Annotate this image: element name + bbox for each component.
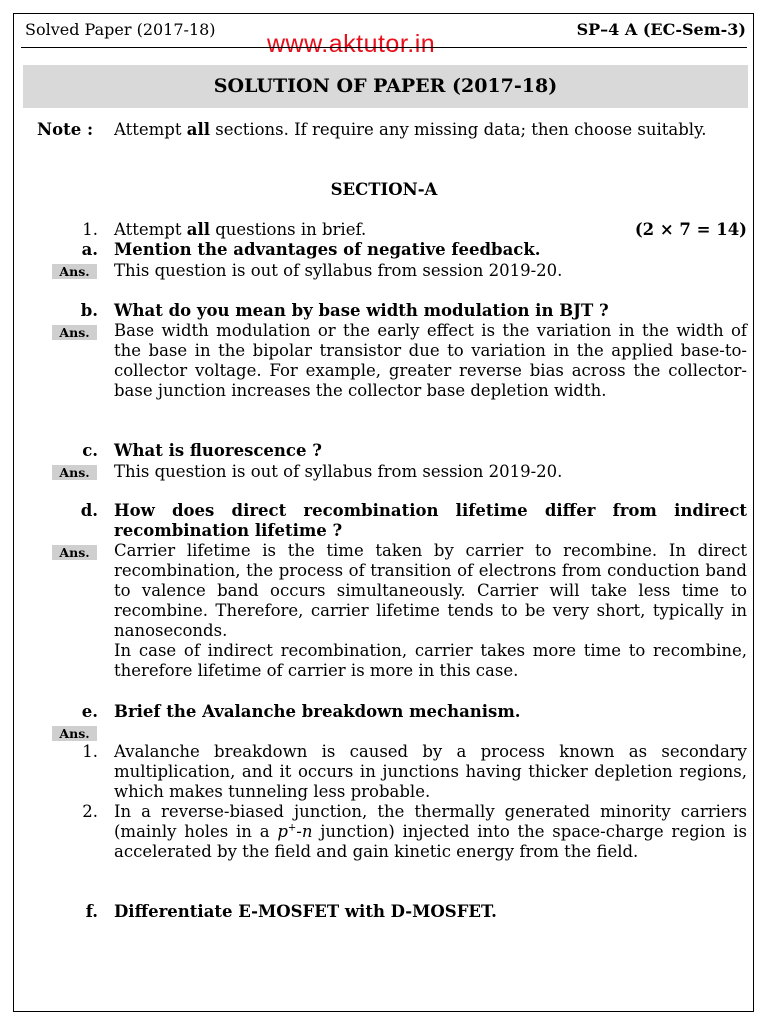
question-b: What do you mean by base width modulation in BJT ? <box>114 301 609 320</box>
header-divider <box>21 47 747 48</box>
page-title: SOLUTION OF PAPER (2017-18) <box>23 65 748 108</box>
ans-label-a: Ans. <box>52 264 97 279</box>
answer-d-paragraph-1: Carrier lifetime is the time taken by carrier to recombine. In direct recombination, the process of transition of electrons from conduction band to valence band occurs simultaneously. Carrier will take less time to recombine. Therefore, carrier lifetime tends to be very short, typically in nanoseconds. <box>114 541 747 640</box>
ans-label-e: Ans. <box>52 726 97 741</box>
item-letter-f: f. <box>85 902 98 921</box>
section-heading: SECTION-A <box>330 180 438 199</box>
point-number-1: 1. <box>82 742 98 761</box>
header-left-text: Solved Paper (2017-18) <box>25 20 216 39</box>
item-letter-e: e. <box>81 702 98 721</box>
point-number-2: 2. <box>82 802 98 821</box>
question-c: What is fluorescence ? <box>114 441 322 460</box>
answer-c: This question is out of syllabus from session 2019-20. <box>114 462 563 481</box>
ans-label-b: Ans. <box>52 325 97 340</box>
answer-d-paragraph-2: In case of indirect recombination, carrier takes more time to recombine, therefore lifetime of carrier is more in this case. <box>114 641 747 680</box>
item-letter-a: a. <box>81 240 98 259</box>
answer-b: Base width modulation or the early effect is the variation in the width of the base in the bipolar transistor due to variation in the applied base-to-collector voltage. For example, greater reverse bias across the collector-base junction increases the collector base depletion width. <box>114 321 747 400</box>
answer-e-point-1: Avalanche breakdown is caused by a process known as secondary multiplication, and it occurs in junctions having thicker depletion regions, which makes tunneling less probable. <box>114 742 747 801</box>
question-instruction: Attempt all questions in brief. <box>114 220 367 239</box>
question-e: Brief the Avalanche breakdown mechanism. <box>114 702 521 721</box>
ans-label-d: Ans. <box>52 545 97 560</box>
answer-e-point-2: In a reverse-biased junction, the thermally generated minority carriers (mainly holes in a p+-n junction) injected into the space-charge region is accelerated by the field and gain kinetic energy from the field. <box>114 802 748 861</box>
question-d: How does direct recombination lifetime differ from indirect recombination lifetime ? <box>114 501 747 540</box>
question-a: Mention the advantages of negative feedback. <box>114 240 541 259</box>
watermark-url: www.aktutor.in <box>267 30 436 58</box>
item-letter-d: d. <box>80 501 98 520</box>
ans-label-c: Ans. <box>52 465 97 480</box>
item-letter-c: c. <box>82 441 98 460</box>
header-right-text: SP–4 A (EC-Sem-3) <box>576 20 746 39</box>
question-marks: (2 × 7 = 14) <box>634 220 747 239</box>
question-f: Differentiate E-MOSFET with D-MOSFET. <box>114 902 497 921</box>
question-number: 1. <box>82 220 98 239</box>
note-text: Attempt all sections. If require any missing data; then choose suitably. <box>114 120 707 139</box>
item-letter-b: b. <box>80 301 98 320</box>
answer-a: This question is out of syllabus from session 2019-20. <box>114 261 563 280</box>
note-label: Note : <box>37 120 94 139</box>
